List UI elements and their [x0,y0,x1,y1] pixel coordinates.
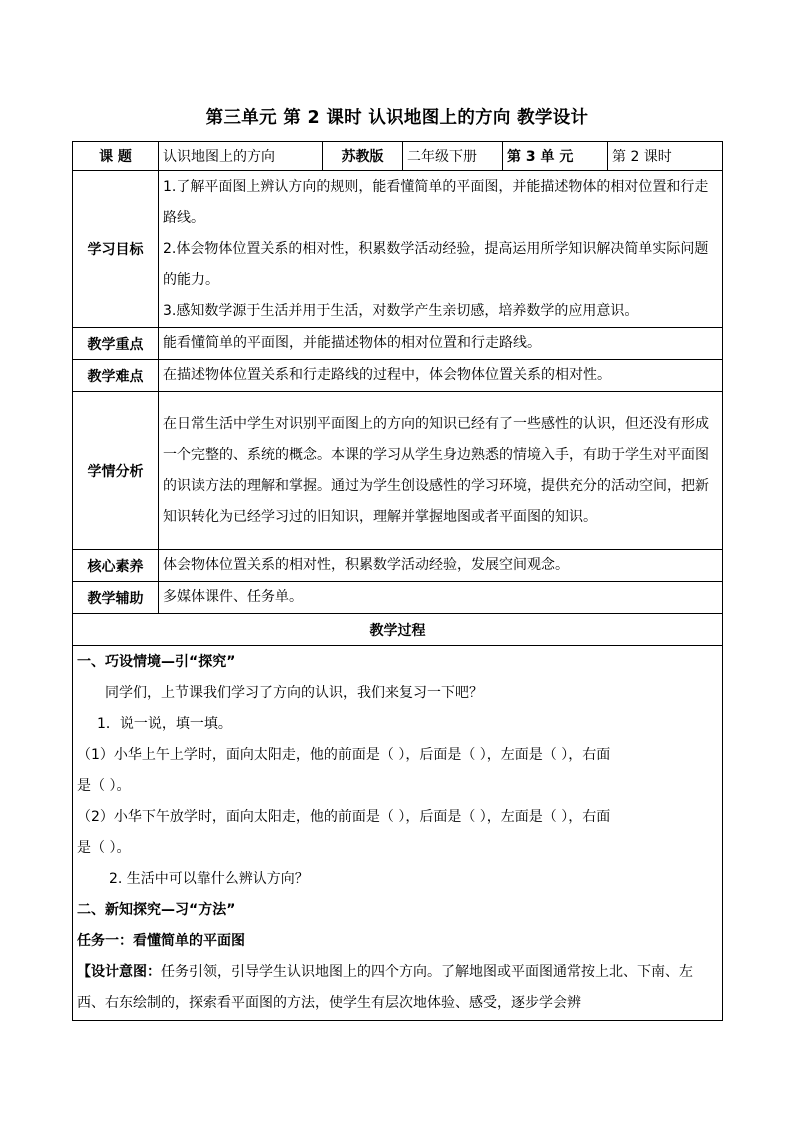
analysis-row [73,392,723,550]
process-content [73,646,723,1021]
difficulty-text: 在描述物体位置关系和行走路线的过程中，体会物体位置关系的相对性。 [159,360,723,392]
question-1b-line: 是（ ）。 [77,840,131,856]
section-heading: 一、巧设情境—引“探究” [77,654,236,670]
design-intent-text: 任务引领，引导学生认识地图上的四个方向。了解地图或平面图通常按上北、下南、左西、右东绘制的，探索看平面图的方法，使学生有层次地体验、感受，逐步学会辨 [77,964,693,1011]
question-2: 2. 生活中可以靠什么辨认方向？ [109,871,309,887]
objectives-content [159,171,723,328]
document-title: 第三单元 第 2 课时 认识地图上的方向 教学设计 [205,108,589,128]
question-1b-line: （2）小华下午放学时，面向太阳走，他的前面是（ ），后面是（ ），左面是（ ），右面 [77,809,611,825]
aids-label: 教学辅助 [73,582,159,614]
question-1: 1．说一说，填一填。 [97,716,232,732]
analysis-label: 学情分析 [73,392,159,550]
aids-text: 多媒体课件、任务单。 [159,582,723,614]
key-point-label: 教学重点 [73,328,159,360]
aids-row [73,582,723,614]
task-heading: 任务一：看懂简单的平面图 [77,933,245,949]
objective-item: 1.了解平面图上辨认方向的规则，能看懂简单的平面图，并能描述物体的相对位置和行走路线。 [163,178,709,226]
objective-item: 3.感知数学源于生活并用于生活，对数学产生亲切感，培养数学的应用意识。 [163,302,639,319]
objectives-label: 学习目标 [73,171,159,328]
process-heading: 教学过程 [73,614,723,646]
key-point-text: 能看懂简单的平面图，并能描述物体的相对位置和行走路线。 [159,328,723,360]
topic-value: 认识地图上的方向 [159,142,323,171]
literacy-text: 体会物体位置关系的相对性，积累数学活动经验，发展空间观念。 [159,550,723,582]
objectives-row [73,171,723,328]
question-1a-line: （1）小华上午上学时，面向太阳走，他的前面是（ ），后面是（ ），左面是（ ），右面 [77,747,611,763]
process-row [73,646,723,1021]
grade-value: 二年级下册 [403,142,503,171]
difficulty-row [73,360,723,392]
question-1a-line: 是（ ）。 [77,778,131,794]
intro-text: 同学们，上节课我们学习了方向的认识，我们来复习一下吧？ [105,685,483,701]
literacy-row [73,550,723,582]
lesson-value: 第 2 课时 [608,142,723,171]
section-heading: 二、新知探究—习“方法” [77,902,236,918]
design-intent-label: 【设计意图： [77,964,161,980]
header-row [73,142,723,171]
process-heading-row [73,614,723,646]
literacy-label: 核心素养 [73,550,159,582]
unit-value: 第 3 单 元 [503,142,608,171]
design-intent [77,957,718,1019]
analysis-text: 在日常生活中学生对识别平面图上的方向的知识已经有了一些感性的认识，但还没有形成一个完整的、系统的概念。本课的学习从学生身边熟悉的情境入手，有助于学生对平面图的识读方法的理解和掌握。通过为学生创设感性的学习环境，提供充分的活动空间，把新知识转化为已经学习过的旧知识，理解并掌握地图或者平面图的知识。 [159,392,723,550]
objective-item: 2.体会物体位置关系的相对性，积累数学活动经验，提高运用所学知识解决简单实际问题的能力。 [163,240,709,288]
lesson-plan-table [72,141,723,1021]
key-point-row [73,328,723,360]
edition-value: 苏教版 [323,142,403,171]
topic-label: 课 题 [73,142,159,171]
difficulty-label: 教学难点 [73,360,159,392]
